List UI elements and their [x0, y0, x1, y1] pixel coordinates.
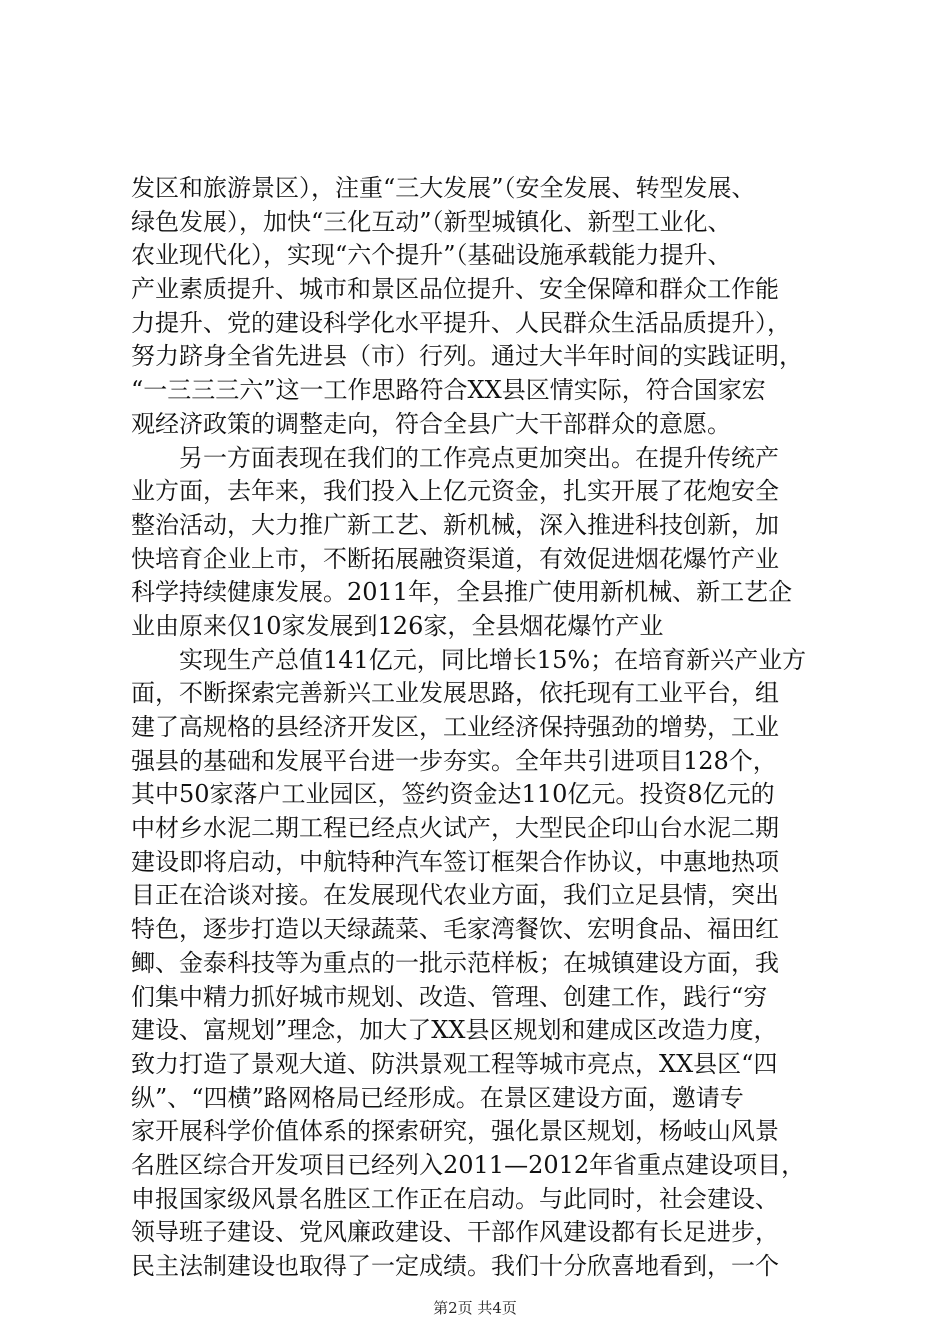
text-line: 目正在洽谈对接。在发展现代农业方面，我们立足县情，突出	[131, 881, 779, 910]
text-line: 纵”、“四横”路网格局已经形成。在景区建设方面，邀请专	[131, 1083, 744, 1112]
text-line: 致力打造了景观大道、防洪景观工程等城市亮点，XX县区“四	[131, 1049, 778, 1078]
text-line: 其中50家落户工业园区，签约资金达110亿元。投资8亿元的	[131, 780, 775, 809]
text-line: 另一方面表现在我们的工作亮点更加突出。在提升传统产	[131, 443, 779, 472]
text-line: 绿色发展），加快“三化互动”（新型城镇化、新型工业化、	[131, 207, 732, 236]
text-line: 家开展科学价值体系的探索研究，强化景区规划，杨岐山风景	[131, 1117, 779, 1146]
text-line: 们集中精力抓好城市规划、改造、管理、创建工作，践行“穷	[131, 982, 768, 1011]
text-line: 整治活动，大力推广新工艺、新机械，深入推进科技创新，加	[131, 510, 779, 539]
text-line: 科学持续健康发展。2011年，全县推广使用新机械、新工艺企	[131, 578, 793, 607]
text-line: 业方面，去年来，我们投入上亿元资金，扎实开展了花炮安全	[131, 477, 779, 506]
text-line: 面，不断探索完善新兴工业发展思路，依托现有工业平台，组	[131, 679, 779, 708]
text-line: 发区和旅游景区），注重“三大发展”（安全发展、转型发展、	[131, 174, 756, 202]
text-line: 建设即将启动，中航特种汽车签订框架合作协议，中惠地热项	[131, 847, 779, 876]
body-text	[131, 172, 831, 1284]
text-line: 鲫、金泰科技等为重点的一批示范样板；在城镇建设方面，我	[131, 948, 779, 977]
text-line: 申报国家级风景名胜区工作正在启动。与此同时，社会建设、	[131, 1184, 779, 1213]
text-line: 中材乡水泥二期工程已经点火试产，大型民企印山台水泥二期	[131, 814, 779, 843]
text-line: 快培育企业上市，不断拓展融资渠道，有效促进烟花爆竹产业	[131, 544, 779, 573]
text-line: 力提升、党的建设科学化水平提升、人民群众生活品质提升），	[131, 308, 791, 337]
text-line: 民主法制建设也取得了一定成绩。我们十分欣喜地看到，一个	[131, 1252, 779, 1280]
text-line: 实现生产总值141亿元，同比增长15%；在培育新兴产业方	[131, 645, 807, 674]
text-line: 观经济政策的调整走向，符合全县广大干部群众的意愿。	[131, 409, 731, 438]
text-line: 努力跻身全省先进县（市）行列。通过大半年时间的实践证明，	[131, 342, 803, 371]
page-footer: 第2页 共4页	[433, 1299, 517, 1317]
text-line: 特色，逐步打造以天绿蔬菜、毛家湾餐饮、宏明食品、福田红	[131, 915, 779, 944]
text-line: 农业现代化），实现“六个提升”（基础设施承载能力提升、	[131, 241, 732, 270]
text-line: 建了高规格的县经济开发区，工业经济保持强劲的增势，工业	[131, 713, 779, 741]
text-line: 业由原来仅10家发展到126家，全县烟花爆竹产业	[131, 611, 664, 640]
text-line: 建设、富规划”理念，加大了XX县区规划和建成区改造力度，	[131, 1016, 778, 1045]
text-line: “一三三三六”这一工作思路符合XX县区情实际，符合国家宏	[131, 376, 766, 405]
text-line: 名胜区综合开发项目已经列入2011—2012年省重点建设项目，	[131, 1150, 806, 1179]
text-line: 强县的基础和发展平台进一步夯实。全年共引进项目128个，	[131, 746, 777, 775]
text-line: 产业素质提升、城市和景区品位提升、安全保障和群众工作能	[131, 275, 779, 304]
text-line: 领导班子建设、党风廉政建设、干部作风建设都有长足进步，	[131, 1218, 779, 1247]
